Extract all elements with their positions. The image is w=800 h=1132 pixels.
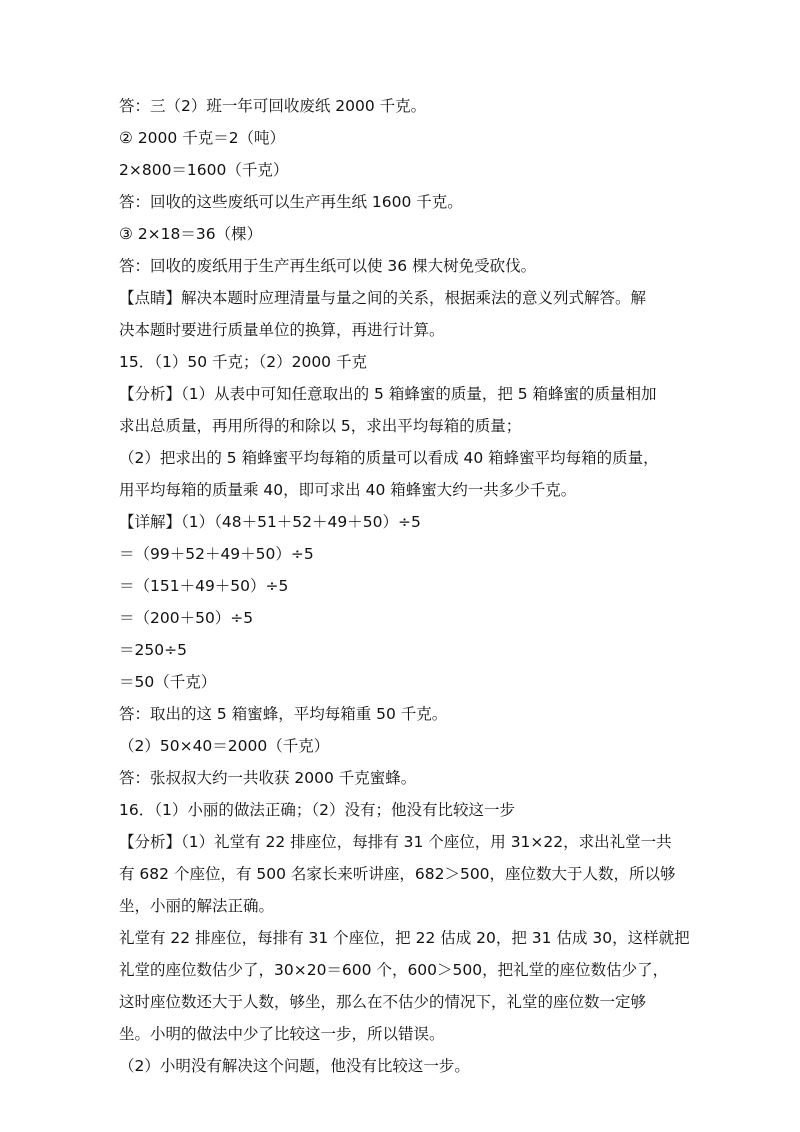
calc-line: （2）50×40＝2000（千克） (119, 737, 330, 755)
calc-line: ＝（151＋49＋50）÷5 (119, 577, 289, 595)
calc-line: ② 2000 千克＝2（吨） (119, 129, 286, 147)
calc-line: ③ 2×18＝36（棵） (119, 225, 263, 243)
analysis-line: 【分析】（1）从表中可知任意取出的 5 箱蜂蜜的质量，把 5 箱蜂蜜的质量相加 (119, 385, 657, 403)
answer-line: 答：回收的这些废纸可以生产再生纸 1600 千克。 (119, 193, 463, 211)
answer-line: 答：张叔叔大约一共收获 2000 千克蜜蜂。 (119, 769, 417, 787)
question-16-answer: 16．（1）小丽的做法正确；（2）没有；他没有比较这一步 (119, 801, 515, 819)
analysis-line: 求出总质量，再用所得的和除以 5，求出平均每箱的质量； (119, 417, 522, 435)
analysis-line: （2）把求出的 5 箱蜂蜜平均每箱的质量可以看成 40 箱蜂蜜平均每箱的质量， (119, 449, 659, 467)
calc-line: ＝250÷5 (119, 641, 187, 659)
analysis-line: 坐。小明的做法中少了比较这一步，所以错误。 (119, 1025, 445, 1043)
calc-line: ＝50（千克） (119, 673, 217, 691)
analysis-line: 有 682 个座位，有 500 名家长来听讲座，682＞500，座位数大于人数，所以够 (119, 865, 676, 883)
answer-line: 答：三（2）班一年可回收废纸 2000 千克。 (119, 97, 427, 115)
analysis-line: 礼堂的座位数估少了，30×20＝600 个，600＞500，把礼堂的座位数估少了， (119, 961, 669, 979)
key-point-line: 决本题时要进行质量单位的换算，再进行计算。 (119, 321, 445, 339)
analysis-line: （2）小明没有解决这个问题，他没有比较这一步。 (119, 1057, 470, 1075)
question-15-answer: 15．（1）50 千克；（2）2000 千克 (119, 353, 367, 371)
answer-line: 答：取出的这 5 箱蜜蜂，平均每箱重 50 千克。 (119, 705, 448, 723)
analysis-line: 坐，小丽的解法正确。 (119, 897, 275, 915)
calc-line: ＝（200＋50）÷5 (119, 609, 254, 627)
analysis-line: 这时座位数还大于人数，够坐，那么在不估少的情况下，礼堂的座位数一定够 (119, 993, 647, 1011)
calc-line: 2×800＝1600（千克） (119, 161, 289, 179)
detail-line: 【详解】（1）（48＋51＋52＋49＋50）÷5 (119, 513, 421, 531)
analysis-line: 【分析】（1）礼堂有 22 排座位，每排有 31 个座位，用 31×22，求出礼堂一共 (119, 833, 672, 851)
key-point-line: 【点睛】解决本题时应理清量与量之间的关系，根据乘法的意义列式解答。解 (119, 289, 647, 307)
analysis-line: 用平均每箱的质量乘 40，即可求出 40 箱蜂蜜大约一共多少千克。 (119, 481, 577, 499)
answer-line: 答：回收的废纸用于生产再生纸可以使 36 棵大树免受砍伐。 (119, 257, 537, 275)
analysis-line: 礼堂有 22 排座位，每排有 31 个座位，把 22 估成 20，把 31 估成 30，这样就把 (119, 929, 690, 947)
calc-line: ＝（99＋52＋49＋50）÷5 (119, 545, 314, 563)
